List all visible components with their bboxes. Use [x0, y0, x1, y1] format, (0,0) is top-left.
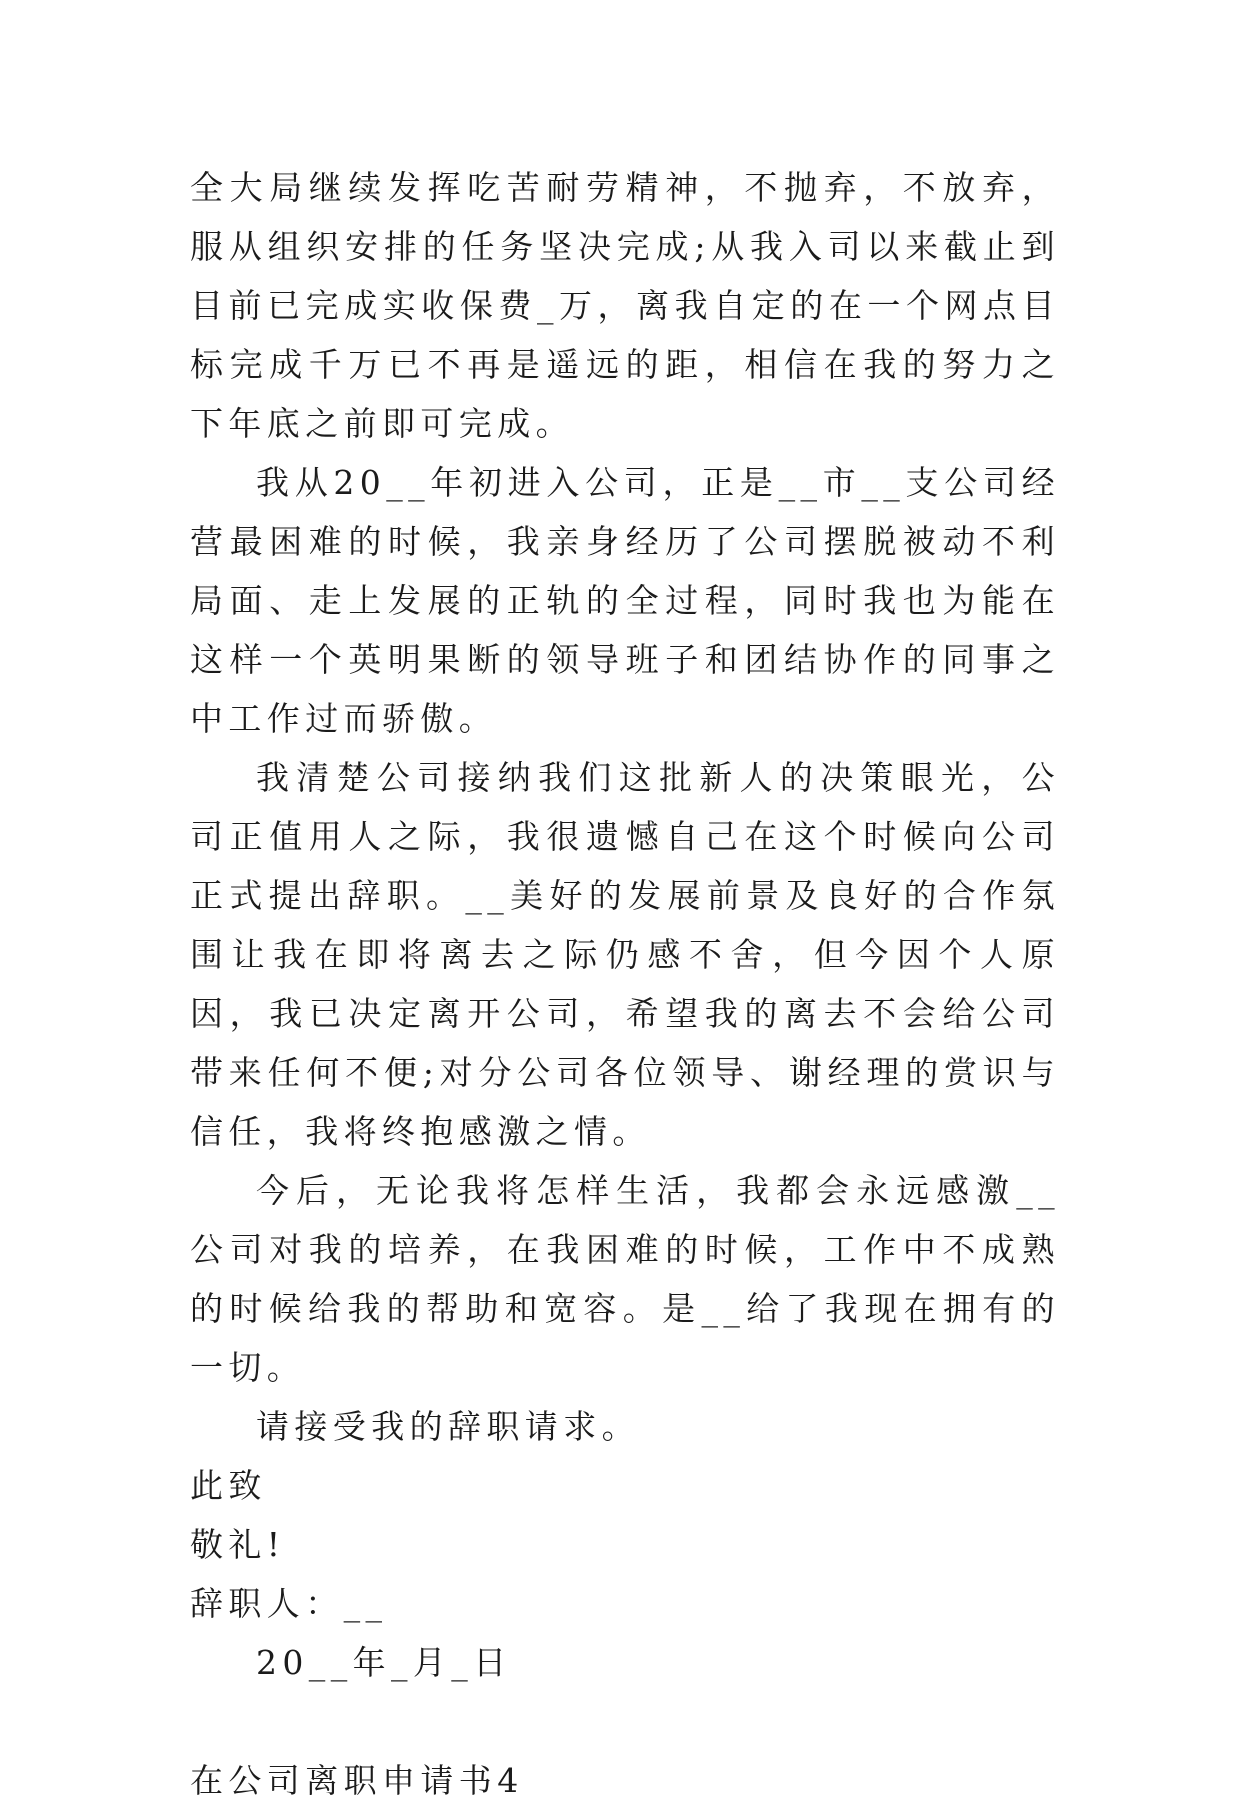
letter-body — [190, 158, 1060, 1810]
next-section-title: 在公司离职申请书4 — [190, 1761, 524, 1800]
paragraph-resignation-reason: 我清楚公司接纳我们这批新人的决策眼光，公司正值用人之际，我很遗憾自己在这个时候向公司正式提出辞职。__美好的发展前景及良好的合作氛围让我在即将离去之际仍感不舍，但今因个人原因，我已决定离开公司，希望我的离去不会给公司带来任何不便;对分公司各位领导、谢经理的赏识与信任，我将终抱感激之情。 — [190, 758, 1060, 1151]
date-line: 20__年_月_日 — [256, 1643, 512, 1682]
closing-salutation: 此致 — [190, 1466, 267, 1505]
paragraph-continuation: 全大局继续发挥吃苦耐劳精神，不抛弃，不放弃，服从组织安排的任务坚决完成;从我入司以来截止到目前已完成实收保费_万，离我自定的在一个网点目标完成千万已不再是遥远的距，相信在我的努力之下年底之前即可完成。 — [190, 168, 1060, 443]
closing-regards: 敬礼! — [190, 1525, 286, 1564]
signer-line: 辞职人：__ — [190, 1584, 388, 1623]
paragraph-request: 请接受我的辞职请求。 — [256, 1407, 640, 1446]
section-gap — [190, 1692, 1060, 1751]
paragraph-joining-company: 我从20__年初进入公司，正是__市__支公司经营最困难的时候，我亲身经历了公司摆脱被动不利局面、走上发展的正轨的全过程，同时我也为能在这样一个英明果断的领导班子和团结协作的同事之中工作过而骄傲。 — [190, 463, 1060, 738]
paragraph-gratitude: 今后，无论我将怎样生活，我都会永远感激__公司对我的培养，在我困难的时候，工作中不成熟的时候给我的帮助和宽容。是__给了我现在拥有的一切。 — [190, 1171, 1060, 1387]
